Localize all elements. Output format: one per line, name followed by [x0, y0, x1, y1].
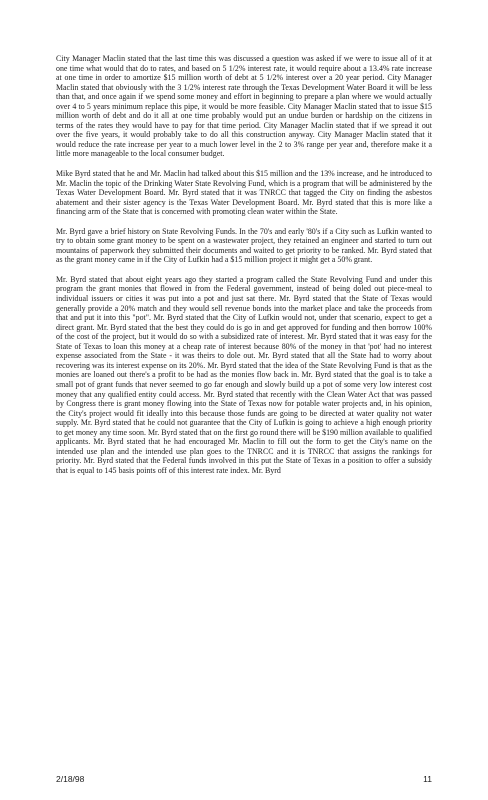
page-footer — [56, 774, 432, 786]
paragraph-4: Mr. Byrd stated that about eight years ago they started a program called the State Revolving Fund and under this program the grant monies that flowed in from the Federal government, instead of being doled out piece-meal to individual issuers or cities it was put into a pot and just sat there. Mr. Byrd stated that the State of Texas would generally provide a 20% match and they would sell revenue bonds into the market place and take the proceeds from that and put it into this "pot". Mr. Byrd stated that the City of Lufkin would not, under that scenario, expect to get a direct grant. Mr. Byrd stated that the best they could do is go in and get approved for funding and then borrow 100% of the cost of the project, but it would do so with a subsidized rate of interest. Mr. Byrd stated that it was easy for the State of Texas to loan this money at a cheap rate of interest because 80% of the money in that 'pot' had no interest expense associated from the State - it was theirs to dole out. Mr. Byrd stated that all the State had to worry about recovering was its interest expense on its 20%. Mr. Byrd stated that the idea of the State Revolving Fund is that as the monies are loaned out there's a profit to be had as the monies flow back in. Mr. Byrd stated that the goal is to take a small pot of grant funds that never seemed to go far enough and slowly build up a pot of some very low interest cost money that any qualified entity could access. Mr. Byrd stated that recently with the Clean Water Act that was passed by Congress there is grant money flowing into the State of Texas now for potable water projects and, in his opinion, the City's project would fit ideally into this because those funds are going to be directed at water quality not water supply. Mr. Byrd stated that he could not guarantee that the City of Lufkin is going to achieve a high enough priority to get money any time soon. Mr. Byrd stated that on the first go round there will be $190 million available to qualified applicants. Mr. Byrd stated that he had encouraged Mr. Maclin to fill out the form to get the City's name on the intended use plan and the intended use plan goes to the TNRCC and it is TNRCC that assigns the rankings for priority. Mr. Byrd stated that the Federal funds involved in this put the State of Texas in a position to offer a subsidy that is equal to 145 basis points off of this interest rate index. Mr. Byrd — [56, 274, 432, 475]
minutes-body — [56, 54, 432, 485]
page-number: 11 — [423, 774, 432, 784]
paragraph-1: City Manager Maclin stated that the last time this was discussed a question was asked if we were to issue all of it at one time what would that do to rates, and based on 5 1/2% interest rate, it would require about a 13.4% rate increase at one time in order to amortize $15 million worth of debt at 5 1/2% interest over a 20 year period. City Manager Maclin stated that obviously with the 3 1/2% interest rate through the Texas Development Water Board it will be less than that, and once again if we spend some money and effort in beginning to prepare a plan where we would actually over 4 to 5 years minimum replace this pipe, it would be more feasible. City Manager Maclin stated that to issue $15 million worth of debt and do it all at one time probably would put an undue burden or hardship on the citizens in terms of the rates they would have to pay for that time period. City Manager Maclin stated that if we spread it out over the five years, it would probably take to do all this construction anyway. City Manager Maclin stated that it would reduce the rate increase per year to a much lower level in the 2 to 3% range per year and, therefore make it a little more manageable to the local consumer budget. — [56, 54, 432, 159]
footer-date: 2/18/98 — [56, 774, 85, 784]
paragraph-2: Mike Byrd stated that he and Mr. Maclin had talked about this $15 million and the 13% increase, and he introduced to Mr. Maclin the topic of the Drinking Water State Revolving Fund, which is a program that will be administered by the Texas Water Development Board. Mr. Byrd stated that it was TNRCC that tagged the City on finding the asbestos abatement and their sister agency is the Texas Water Development Board. Mr. Byrd stated that this is more like a financing arm of the State that is concerned with promoting clean water within the State. — [56, 169, 432, 217]
paragraph-3: Mr. Byrd gave a brief history on State Revolving Funds. In the 70's and early '80's if a City such as Lufkin wanted to try to obtain some grant money to be spent on a wastewater project, they retained an engineer and started to turn out mountains of paperwork they submitted their documents and waited to get priority to be ranked. Mr. Byrd stated that as the grant money came in if the City of Lufkin had a $15 million project it might get a 50% grant. — [56, 226, 432, 265]
